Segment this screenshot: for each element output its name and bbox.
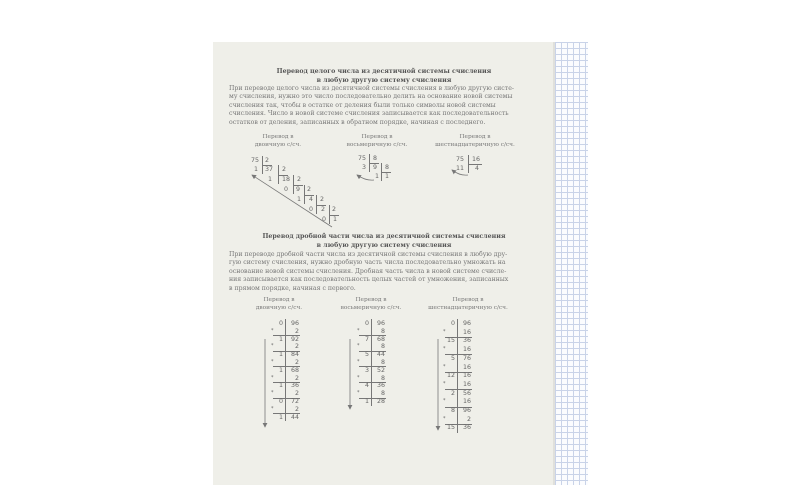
multiplier: 2 xyxy=(294,359,299,366)
section1-title-line1: Перевод целого числа из десятичной системы счисления xyxy=(276,68,492,75)
division-number: 8 xyxy=(385,164,390,171)
multiplier: 2 xyxy=(294,327,299,335)
fraction-part: 36 xyxy=(290,382,299,390)
division-number: 1 xyxy=(333,216,338,223)
multiply-sign: * xyxy=(443,380,446,387)
fraction-part: 76 xyxy=(462,354,471,362)
multiplier: 16 xyxy=(462,398,471,406)
fraction-part: 96 xyxy=(462,320,471,327)
caption-line: Перевод в xyxy=(459,134,491,140)
multiply-sign: * xyxy=(443,415,446,422)
integer-part: 1 xyxy=(278,351,283,359)
division-number: 1 xyxy=(385,173,390,180)
section2-paragraph-line: гую систему счисления, нужно дробную часть числа последовательно умножать на xyxy=(229,259,506,267)
multiplier: 16 xyxy=(462,380,471,388)
fraction-part: 68 xyxy=(376,335,385,343)
fraction-part: 52 xyxy=(376,366,385,374)
multiply-sign: * xyxy=(357,327,360,334)
caption-line: шестнадцатеричную с/сч. xyxy=(428,304,508,311)
fraction-part: 92 xyxy=(290,335,299,343)
division-number: 2 xyxy=(320,196,325,203)
multiplication-separator xyxy=(371,319,372,406)
integer-part: 1 xyxy=(278,366,283,374)
integer-part: 4 xyxy=(364,382,369,390)
section1-paragraph-line: счисления так, чтобы в остатке от деления были только символы новой системы xyxy=(229,101,496,109)
division-number: 75 xyxy=(358,155,367,162)
multiply-sign: * xyxy=(271,390,274,397)
multiplier: 8 xyxy=(380,390,385,398)
fraction-part: 96 xyxy=(376,320,385,327)
multiplier: 8 xyxy=(380,374,385,382)
division-number: 75 xyxy=(251,157,260,164)
integer-part: 1 xyxy=(278,335,283,343)
multiplier: 2 xyxy=(294,343,299,351)
section2-paragraph-line: в прямом порядке, начиная с первого. xyxy=(229,284,356,292)
division-number: 9 xyxy=(296,186,301,193)
fraction-part: 96 xyxy=(462,407,471,414)
division-number: 16 xyxy=(472,156,481,163)
multiplier: 8 xyxy=(380,343,385,351)
caption-line: Перевод в xyxy=(262,134,294,140)
section1-paragraph-line: му счисления, нужно это число последовательно делить на основание новой системы xyxy=(229,93,513,101)
multiplier: 16 xyxy=(462,346,471,354)
caption-line: Перевод в xyxy=(452,297,484,303)
integer-part: 12 xyxy=(446,372,455,380)
division-number: 1 xyxy=(375,173,380,180)
section2-title-line1: Перевод дробной части числа из десятичной системы счисления xyxy=(262,233,506,240)
fraction-part: 56 xyxy=(462,389,471,397)
caption-line: Перевод в xyxy=(361,134,393,140)
integer-part: 0 xyxy=(278,398,283,405)
multiply-sign: * xyxy=(271,343,274,350)
octal-reverse-arrow xyxy=(357,175,374,180)
division-number: 8 xyxy=(373,155,378,162)
multiplier: 2 xyxy=(294,390,299,398)
caption-line: Перевод в xyxy=(355,297,387,303)
integer-part: 2 xyxy=(450,389,455,397)
division-number: 9 xyxy=(373,164,378,171)
division-number: 2 xyxy=(307,186,312,193)
fraction-part: 84 xyxy=(290,351,299,359)
integer-part: 5 xyxy=(364,351,369,359)
section1-paragraph-line: При переводе целого числа из десятичной системы счисления в любую другую систе- xyxy=(229,85,514,92)
integer-part: 1 xyxy=(278,382,283,390)
multiply-sign: * xyxy=(271,374,274,381)
caption-line: двоичную с/сч. xyxy=(255,304,303,311)
division-number: 2 xyxy=(265,157,270,164)
fraction-part: 68 xyxy=(290,366,299,374)
section2-paragraph-line: При переводе дробной части числа из десятичной системы счисления в любую дру- xyxy=(229,251,508,258)
division-number: 3 xyxy=(362,164,367,171)
division-number: 4 xyxy=(309,196,314,203)
multiply-sign: * xyxy=(443,346,446,353)
section2-title-line2: в любую другую систему счисления xyxy=(316,241,452,249)
fraction-part: 96 xyxy=(290,320,299,327)
division-number: 75 xyxy=(456,156,465,163)
fraction-part: 36 xyxy=(462,424,471,432)
multiplier: 2 xyxy=(466,415,471,423)
division-number: 2 xyxy=(332,206,337,213)
binary-reverse-arrow xyxy=(252,175,332,227)
multiplier: 8 xyxy=(380,327,385,335)
fraction-part: 36 xyxy=(462,337,471,345)
multiply-sign: * xyxy=(443,398,446,405)
division-number: 0 xyxy=(322,216,327,223)
caption-line: двоичную с/сч. xyxy=(254,141,302,148)
caption-line: шестнадцатеричную с/сч. xyxy=(435,141,515,148)
example-caption-octal xyxy=(336,297,406,312)
section2-paragraph xyxy=(229,251,508,293)
multiply-sign: * xyxy=(443,363,446,370)
section1-paragraph-line: счисления. Число в новой системе счисления записывается как последовательность xyxy=(229,110,509,118)
integer-part: 15 xyxy=(446,337,455,345)
multiply-sign: * xyxy=(271,327,274,334)
integer-part: 7 xyxy=(364,335,369,343)
division-number: 18 xyxy=(282,176,291,183)
integer-part: 1 xyxy=(364,398,369,405)
integer-part: 1 xyxy=(278,413,283,421)
integer-part: 5 xyxy=(450,354,455,362)
integer-part: 8 xyxy=(450,407,455,414)
caption-line: восьмеричную с/сч. xyxy=(340,304,402,311)
multiplier: 16 xyxy=(462,328,471,336)
division-number: 1 xyxy=(297,196,302,203)
division-number: 2 xyxy=(321,206,326,213)
division-number: 1 xyxy=(268,176,273,183)
fraction-part: 72 xyxy=(290,398,299,405)
fraction-part: 16 xyxy=(462,372,471,380)
division-number: 11 xyxy=(456,165,465,172)
multiply-sign: * xyxy=(271,359,274,365)
hex-reverse-arrow xyxy=(452,170,468,175)
multiplier: 8 xyxy=(380,359,385,366)
example-caption-binary xyxy=(249,297,309,312)
section2-title xyxy=(213,233,555,250)
integer-part: 3 xyxy=(364,366,369,374)
caption-line: Перевод в xyxy=(263,297,295,303)
fraction-part: 44 xyxy=(290,413,299,421)
integer-part: 15 xyxy=(446,424,455,432)
division-number: 1 xyxy=(254,166,259,173)
multiplier: 2 xyxy=(294,374,299,382)
multiply-sign: * xyxy=(271,405,274,412)
multiply-sign: * xyxy=(357,374,360,381)
division-number: 2 xyxy=(297,176,302,183)
section1-paragraph-line: остатков от деления, записанных в обратном порядке, начиная с последнего. xyxy=(229,118,486,126)
multiplier: 16 xyxy=(462,363,471,371)
section2-paragraph-line: основание новой системы счисления. Дробная часть числа в новой системе счисле- xyxy=(229,267,507,275)
section2-paragraph-line: ния записывается как последовательность целых частей от умножения, записанных xyxy=(229,276,509,284)
integer-part: 0 xyxy=(450,320,455,327)
example-caption-hex xyxy=(428,297,508,312)
multiplier: 2 xyxy=(294,405,299,413)
division-number: 0 xyxy=(309,206,314,213)
section1-title-line2: в любую другую систему счисления xyxy=(316,76,452,84)
multiply-sign: * xyxy=(357,390,360,397)
fraction-part: 28 xyxy=(376,398,385,405)
multiply-sign: * xyxy=(357,343,360,350)
integer-part: 0 xyxy=(364,320,369,327)
multiply-sign: * xyxy=(443,328,446,335)
division-number: 4 xyxy=(475,165,480,172)
division-number: 37 xyxy=(265,166,274,173)
integer-part: 0 xyxy=(278,320,283,327)
fraction-part: 36 xyxy=(376,382,385,390)
multiply-sign: * xyxy=(357,359,360,365)
fraction-part: 44 xyxy=(376,351,385,359)
division-number: 0 xyxy=(284,186,289,193)
division-number: 2 xyxy=(282,166,287,173)
caption-line: восьмеричную с/сч. xyxy=(346,141,408,148)
